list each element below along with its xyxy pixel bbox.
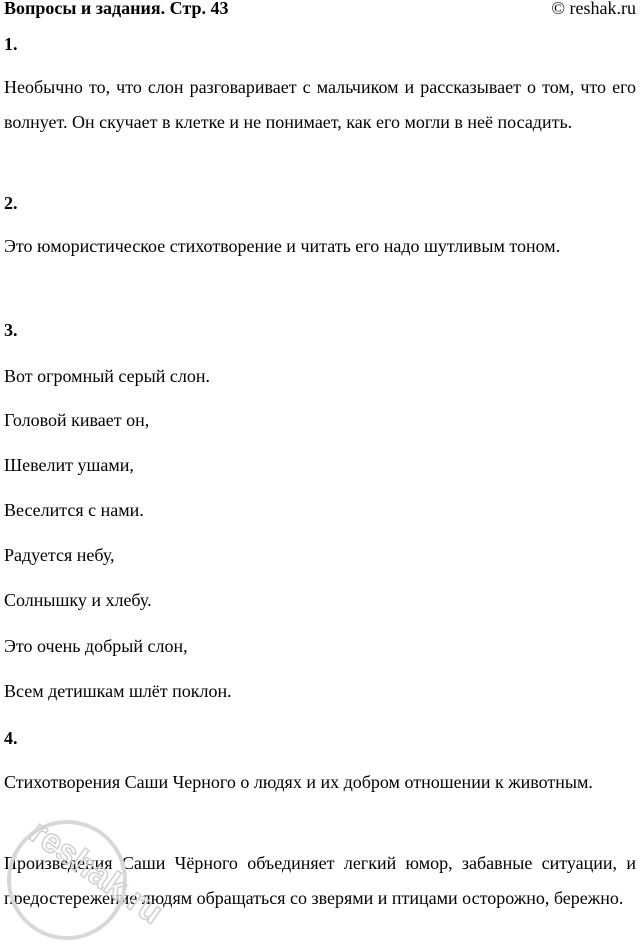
section-4-text-2: Произведения Саши Чёрного объединяет легкий юмор, забавные ситуации, и предостережение людям обращаться со зверями и птицами осторожно, бережно. xyxy=(4,853,636,908)
section-number-3: 3. xyxy=(4,320,18,340)
page-header xyxy=(4,0,636,24)
section-4-text: Стихотворения Саши Черного о людях и их добром отношении к животным. xyxy=(4,772,593,792)
watermark-text: reshak.ru xyxy=(22,812,170,932)
section-1-text: Необычно то, что слон разговаривает с мальчиком и рассказывает о том, что его волнует. Он скучает в клетке и не понимает, как его могли в неё посадить. xyxy=(4,77,636,132)
page-title: Вопросы и задания. Стр. 43 xyxy=(4,0,229,18)
section-number-2: 2. xyxy=(4,193,18,213)
poem-line: Шевелит ушами, xyxy=(4,455,134,475)
poem-line: Вот огромный серый слон. xyxy=(4,366,210,386)
poem-line: Радуется небу, xyxy=(4,545,115,565)
poem-line: Головой кивает он, xyxy=(4,410,150,430)
section-number-4: 4. xyxy=(4,728,18,748)
poem-line: Солнышку и хлебу. xyxy=(4,590,152,610)
copyright-notice: © reshak.ru xyxy=(551,0,636,18)
poem-line: Веселится с нами. xyxy=(4,500,144,520)
section-number-1: 1. xyxy=(4,34,18,54)
poem-line: Это очень добрый слон, xyxy=(4,636,188,656)
section-2-text: Это юмористическое стихотворение и читать его надо шутливым тоном. xyxy=(4,236,561,256)
poem-line: Всем детишкам шлёт поклон. xyxy=(4,681,232,701)
